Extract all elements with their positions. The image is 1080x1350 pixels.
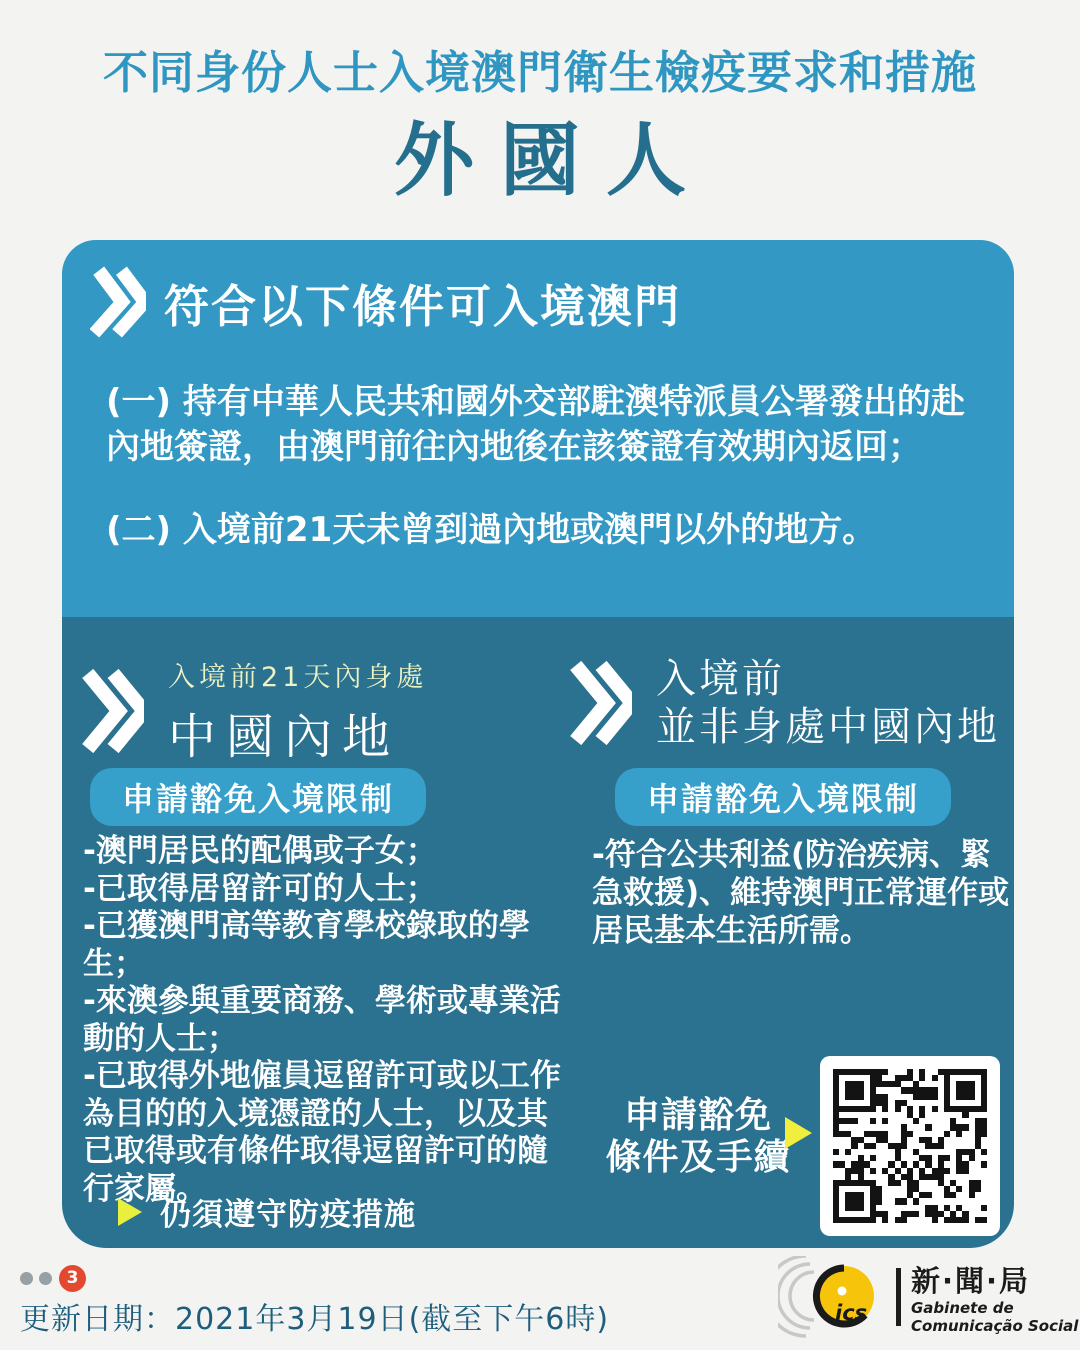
gcs-logo-text <box>911 1259 1078 1335</box>
double-chevron-icon <box>568 658 632 748</box>
entry-conditions-list <box>106 380 982 591</box>
section-heading-line1: 入境前 <box>656 656 785 702</box>
qr-code <box>820 1056 1000 1236</box>
list-item: -已取得居留許可的人士； <box>83 870 437 907</box>
logo-divider <box>896 1268 901 1326</box>
gcs-logo <box>778 1256 1078 1338</box>
logo-cjk-name: 新·聞·局 <box>911 1263 1031 1298</box>
list-item: -澳門居民的配偶或子女； <box>83 833 437 869</box>
qr-caption <box>598 1095 798 1180</box>
pagination-dot <box>20 1272 33 1285</box>
list-item: (二) 入境前21天未曾到過內地或澳門以外的地方。 <box>106 509 877 550</box>
arrow-right-icon <box>785 1117 812 1149</box>
page-title: 不同身份人士入境澳門衛生檢疫要求和措施 <box>102 46 977 99</box>
section-heading-line2: 並非身處中國內地 <box>656 704 1000 750</box>
update-date: 更新日期：2021年3月19日(截至下午6時) <box>20 1302 610 1337</box>
qr-code-pattern <box>833 1069 987 1223</box>
double-chevron-icon <box>80 666 144 756</box>
mainland-exemption-list <box>83 833 565 1208</box>
double-chevron-icon <box>90 266 146 338</box>
svg-text:ics: ics <box>835 1301 868 1325</box>
list-item: -已獲澳門高等教育學校錄取的學生； <box>83 908 530 982</box>
list-item: (一) 持有中華人民共和國外交部駐澳特派員公署發出的赴內地簽證，由澳門前往內地後在該簽證有效期內返回； <box>106 382 965 467</box>
non-mainland-section-header <box>568 655 1000 751</box>
exemption-badge-left: 申請豁免入境限制 <box>90 768 426 826</box>
card-heading: 符合以下條件可入境澳門 <box>164 279 682 333</box>
gcs-logo-icon <box>778 1256 886 1338</box>
logo-pt-name-line2: Comunicação Social <box>911 1316 1079 1335</box>
exemption-panel <box>62 617 1014 1248</box>
qr-caption-line1: 申請豁免 <box>623 1095 772 1136</box>
mainland-section-title <box>168 655 427 767</box>
page-subtitle: 外國人 <box>394 114 712 207</box>
entry-conditions-card <box>62 240 1014 617</box>
page-number-badge: 3 <box>59 1265 86 1292</box>
note-text: 仍須遵守防疫措施 <box>160 1197 416 1233</box>
section-subheading: 入境前21天內身處 <box>168 662 428 693</box>
exemption-badge-right: 申請豁免入境限制 <box>615 768 951 826</box>
pagination-dot <box>39 1272 52 1285</box>
list-item: -來澳參與重要商務、學術或專業活動的人士； <box>83 983 561 1057</box>
arrow-right-icon <box>118 1198 142 1226</box>
section-heading: 中國內地 <box>168 709 401 765</box>
list-item: -符合公共利益(防治疾病、緊急救援)、維持澳門正常運作或居民基本生活所需。 <box>592 837 1010 949</box>
non-mainland-exemption-list <box>592 837 1016 950</box>
list-item: -已取得外地僱員逗留許可或以工作為目的的入境憑證的人士，以及其已取得或有條件取得逗留許可的隨行家屬。 <box>83 1058 561 1207</box>
mainland-section-header <box>80 655 427 767</box>
qr-caption-line2: 條件及手續 <box>605 1137 791 1179</box>
logo-pt-name-line1: Gabinete de <box>911 1298 1014 1317</box>
prevention-note <box>118 1189 416 1234</box>
non-mainland-section-title <box>656 655 1000 751</box>
card-heading-row <box>90 266 681 338</box>
